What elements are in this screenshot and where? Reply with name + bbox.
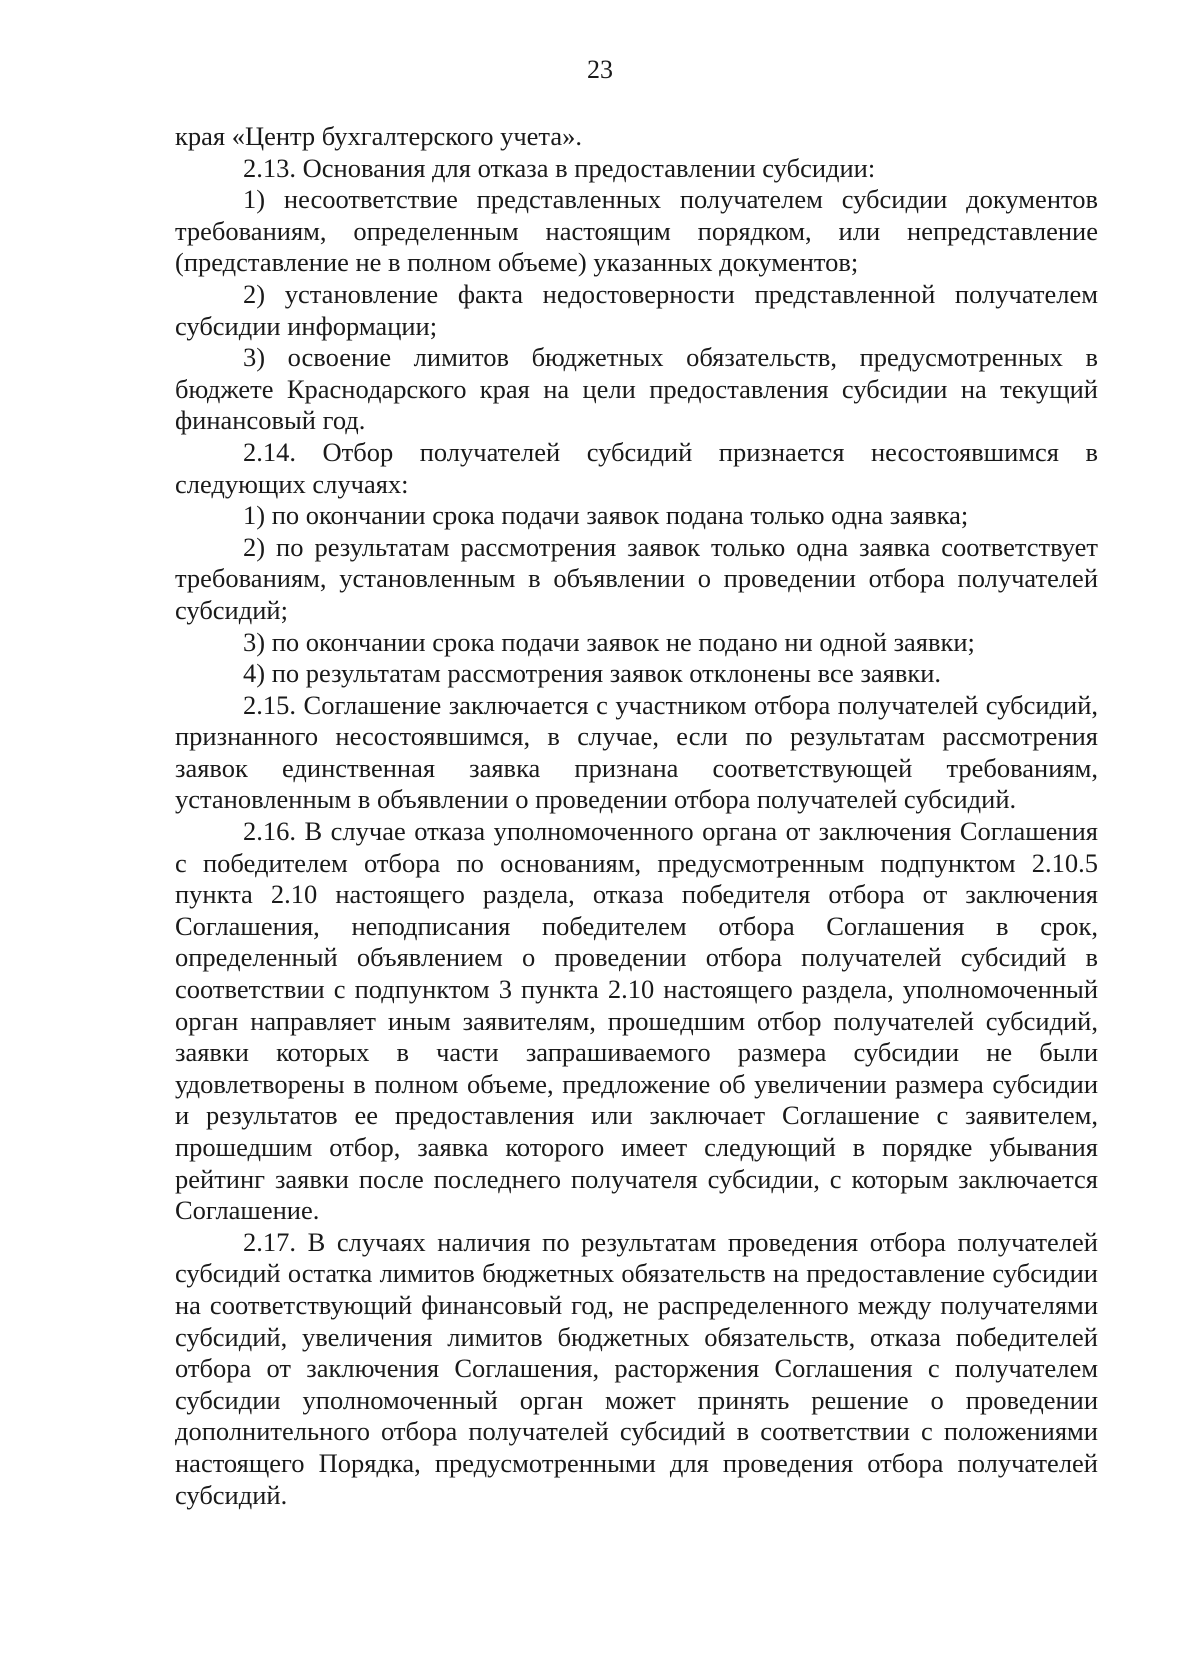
paragraph-2-13-item-2: 2) установление факта недостоверности представленной получателем субсидии информации; xyxy=(175,278,1098,341)
paragraph-2-17: 2.17. В случаях наличия по результатам проведения отбора получателей субсидий остатка лимитов бюджетных обязательств на предоставление субсидии на соответствующий финансовый год, не распределенного между получателями субсидий, увеличения лимитов бюджетных обязательств, отказа победителей отбора от заключения Соглашения, расторжения Соглашения с получателем субсидии уполномоченный орган может принять решение о проведении дополнительного отбора получателей субсидий в соответствии с положениями настоящего Порядка, предусмотренными для проведения отбора получателей субсидий. xyxy=(175,1226,1098,1510)
paragraph-2-13-item-1: 1) несоответствие представленных получателем субсидии документов требованиям, определенным настоящим порядком, или непредставление (представление не в полном объеме) указанных документов; xyxy=(175,184,1098,278)
paragraph-continuation: края «Центр бухгалтерского учета». xyxy=(175,121,582,151)
paragraph-2-13-item-3: 3) освоение лимитов бюджетных обязательств, предусмотренных в бюджете Краснодарского края на цели предоставления субсидии на текущий финансовый год. xyxy=(175,342,1098,436)
paragraph-2-16: 2.16. В случае отказа уполномоченного органа от заключения Соглашения с победителем отбора по основаниям, предусмотренным подпунктом 2.10.5 пункта 2.10 настоящего раздела, отказа победителя отбора от заключения Соглашения, неподписания победителем отбора Соглашения в срок, определенный объявлением о проведении отбора получателей субсидий в соответствии с подпунктом 3 пункта 2.10 настоящего раздела, уполномоченный орган направляет иным заявителям, прошедшим отбор получателей субсидий, заявки которых в части запрашиваемого размера субсидии не были удовлетворены в полном объеме, предложение об увеличении размера субсидии и результатов ее предоставления или заключает Соглашение с заявителем, прошедшим отбор, заявка которого имеет следующий в порядке убывания рейтинг заявки после последнего получателя субсидии, с которым заключается Соглашение. xyxy=(175,816,1098,1226)
paragraph-2-14-item-3: 3) по окончании срока подачи заявок не подано ни одной заявки; xyxy=(243,626,975,657)
paragraph-2-14-item-1: 1) по окончании срока подачи заявок подана только одна заявка; xyxy=(243,500,969,531)
paragraph-2-14-item-4: 4) по результатам рассмотрения заявок отклонены все заявки. xyxy=(243,658,942,689)
paragraph-2-14-item-2: 2) по результатам рассмотрения заявок только одна заявка соответствует требованиям, установленным в объявлении о проведении отбора получателей субсидий; xyxy=(175,531,1098,625)
paragraph-2-14: 2.14. Отбор получателей субсидий признается несостоявшимся в следующих случаях: xyxy=(175,436,1098,499)
page-number: 23 xyxy=(587,55,613,84)
document-body xyxy=(175,121,1098,1511)
paragraph-2-15: 2.15. Соглашение заключается с участником отбора получателей субсидий, признанного несостоявшимся, в случае, если по результатам рассмотрения заявок единственная заявка признана соответствующей требованиям, установленным в объявлении о проведении отбора получателей субсидий. xyxy=(175,689,1098,815)
paragraph-2-13: 2.13. Основания для отказа в предоставлении субсидии: xyxy=(243,152,876,183)
